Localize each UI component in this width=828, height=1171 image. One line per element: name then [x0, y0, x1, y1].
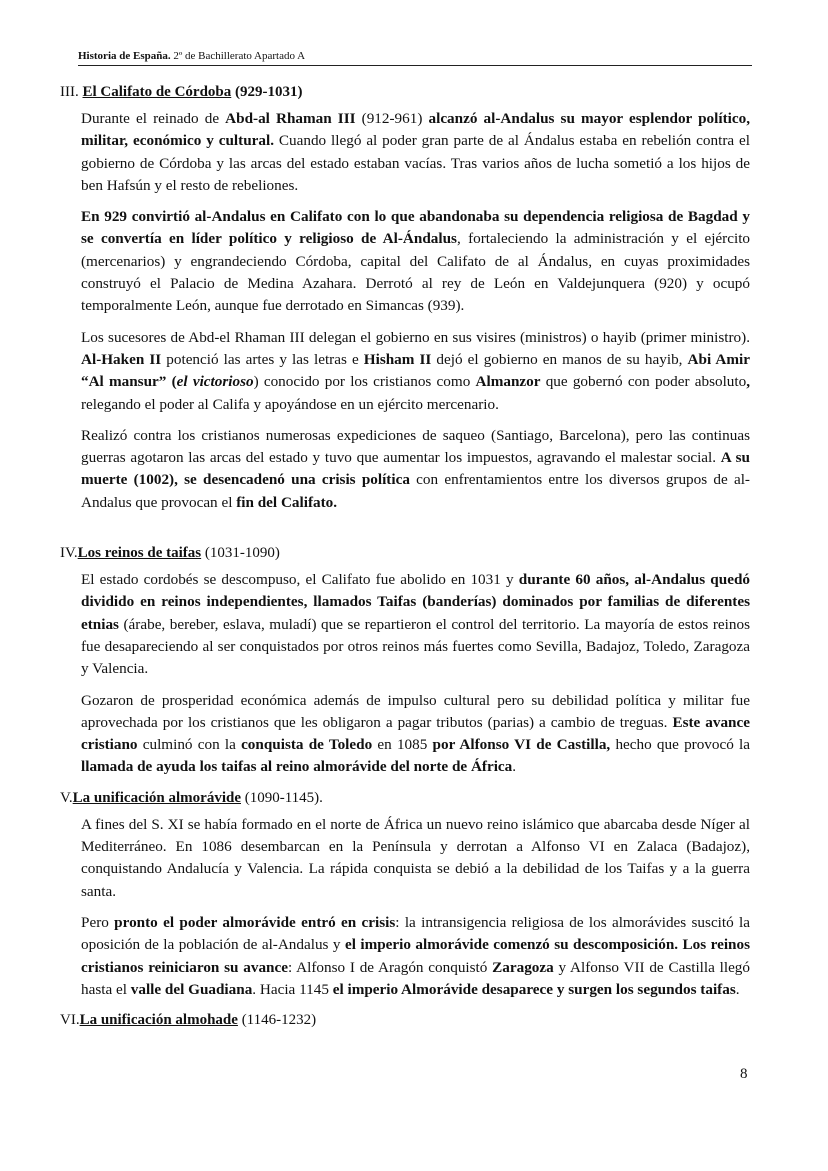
- section-number: III.: [60, 84, 83, 100]
- bold-text: por Alfonso VI de Castilla,: [432, 736, 611, 754]
- paragraph: [81, 912, 750, 1001]
- text-run: dejó el gobierno en manos de su hayib,: [431, 350, 688, 368]
- text-run: culminó con la: [137, 736, 242, 754]
- text-run: con enfrentamientos entre los diversos grupos de al-Andalus que provocan el: [81, 471, 750, 511]
- text-run: hecho que provocó la: [610, 736, 751, 754]
- bold-text: ,: [746, 373, 751, 391]
- header-subject: Historia de España.: [78, 50, 171, 62]
- section-dates: (929-1031): [231, 84, 303, 100]
- section-number: IV.: [60, 545, 78, 562]
- text-run: El estado cordobés se descompuso, el Califato fue abolido en 1031 y: [81, 571, 519, 589]
- text-run: conocido por los cristianos como: [258, 373, 476, 391]
- header-course: 2º de Bachillerato Apartado A: [170, 50, 306, 62]
- bold-text: el imperio almorávide comenzó su descomposición. Los reinos cristianos reiniciaron su avance: [81, 936, 750, 976]
- bold-text: A su muerte (1002), se desencadenó una crisis política: [81, 449, 750, 489]
- section-title-almohade: [60, 1010, 750, 1030]
- text-run: Pero: [81, 913, 115, 931]
- page-header: [78, 50, 752, 66]
- text-run: relegando el poder al Califa y apoyándose en un ejército mercenario.: [81, 395, 499, 413]
- text-run: (árabe, bereber, eslava, muladí) que se repartieron el control del territorio. La mayoría de estos reinos fue desapareciendo al ser conquistados por otros reinos más fuertes como Sevilla, Badajoz, Toledo, Zaragoza y Valencia.: [81, 615, 750, 678]
- bold-text: valle del Guadiana: [130, 980, 253, 998]
- text-run: en 1085: [372, 736, 433, 754]
- bold-text: En 929 convirtió al-Andalus en Califato con lo que abandonaba su dependencia religiosa de Bagdad y se convertía en líder político y religioso de Al-Ándalus: [81, 208, 750, 248]
- text-run: A fines del S. XI se había formado en el norte de África un nuevo reino islámico que abarcaba desde Níger al Mediterráneo. En 1086 desembarcan en la Península y derrotan a Alfonso VI en Zalaca (Badajoz), conquistando Andalucía y Valencia. La rápida conquista se debió a la debilidad de los Taifas y a la guerra santa.: [81, 815, 750, 900]
- section-heading: La unificación almorávide: [72, 789, 241, 806]
- section-dates: (1031-1090): [201, 545, 280, 562]
- document-body: [60, 82, 750, 1036]
- text-run: .: [512, 758, 517, 776]
- bold-text: Almanzor: [475, 373, 541, 391]
- text-run: Gozaron de prosperidad económica además de impulso cultural pero su debilidad política y militar fue aprovechada por los cristianos que les obligaron a pagar tributos (parias) a cambio de treguas.: [81, 691, 750, 731]
- bold-text: Al-Haken II: [81, 350, 162, 368]
- text-run: Durante el reinado de: [81, 110, 226, 127]
- bold-text: Este avance cristiano: [81, 713, 750, 754]
- text-run: : Alfonso I de Aragón conquistó: [288, 958, 493, 976]
- text-run: y Alfonso VII de Castilla llegó hasta el: [81, 958, 750, 998]
- bold-text: alcanzó al-Andalus su mayor esplendor político, militar, económico y cultural.: [81, 110, 750, 150]
- text-run: potenció las artes y las letras e: [161, 350, 364, 368]
- paragraph: [81, 425, 750, 514]
- section-dates: (1146-1232): [237, 1012, 317, 1029]
- bold-text: llamada de ayuda los taifas al reino almorávide del norte de África: [81, 758, 513, 776]
- spacer: [60, 523, 750, 543]
- paragraph: [81, 569, 750, 680]
- page-number: 8: [740, 1066, 748, 1082]
- section-heading: La unificación almohade: [79, 1012, 238, 1029]
- bold-text: el imperio Almorávide desaparece y surgen los segundos taifas: [332, 980, 736, 998]
- bold-text: pronto el poder almorávide entró en crisis: [114, 913, 396, 931]
- bold-text: Abi Amir “Al mansur” (: [81, 350, 751, 391]
- section-title-califato: [60, 82, 750, 102]
- bold-text: conquista de Toledo: [241, 736, 373, 754]
- section-heading: Los reinos de taifas: [77, 545, 202, 562]
- text-run: Realizó contra los cristianos numerosas expediciones de saqueo (Santiago, Barcelona), pero las continuas guerras agotaron las arcas del estado y tuvo que aumentar los impuestos, agravando el malestar social.: [81, 426, 750, 467]
- paragraph: [81, 690, 750, 779]
- section-title-taifas: [60, 543, 750, 563]
- text-run: que gobernó con poder absoluto: [540, 373, 747, 391]
- text-run: Los sucesores de Abd-el Rhaman III delegan el gobierno en sus visires (ministros) o hayib (primer ministro).: [81, 328, 750, 346]
- text-run: Cuando llegó al poder gran parte de al Ándalus estaba en rebelión contra el gobierno de Córdoba y las arcas del estado estaban vacías. Tras varios años de lucha sometió a los hijos de ben Hafsún y el resto de rebeliones.: [81, 132, 750, 194]
- text-run: : la intransigencia religiosa de los almorávides suscitó la oposición de la población de al-Andalus y: [81, 913, 750, 954]
- section-number: VI.: [60, 1012, 80, 1029]
- bold-text: el victorioso: [176, 373, 254, 391]
- bold-text: durante 60 años, al-Andalus quedó dividido en reinos independientes, llamados Taifas (banderías) dominados por familias de diferentes etnias: [81, 571, 750, 633]
- text-run: , fortaleciendo la administración y el ejército (mercenarios) y engrandeciendo Córdoba, capital del Califato de al Ándalus, en cuyas proximidades construyó el Palacio de Medina Azahara. Derrotó al rey de León en Valdejunquera (920) y ocupó temporalmente León, aunque fue derrotado en Simancas (939).: [81, 230, 751, 315]
- text-run: (912-961): [355, 110, 429, 127]
- bold-text: Zaragoza: [492, 958, 554, 976]
- section-dates: (1090-1145).: [241, 789, 323, 806]
- bold-text: fin del Califato.: [236, 493, 338, 511]
- bold-text: Hisham II: [363, 350, 432, 368]
- text-run: ): [253, 373, 259, 391]
- paragraph: [81, 206, 750, 317]
- bold-text: Abd-al Rhaman III: [225, 110, 356, 127]
- paragraph: [81, 814, 750, 903]
- section-number: V.: [60, 789, 73, 806]
- text-run: .: [735, 980, 740, 998]
- text-run: . Hacia 1145: [252, 980, 333, 998]
- section-heading: El Califato de Córdoba: [82, 84, 232, 100]
- paragraph: [81, 327, 750, 416]
- section-title-almoravide: [60, 788, 750, 808]
- paragraph: [81, 108, 750, 197]
